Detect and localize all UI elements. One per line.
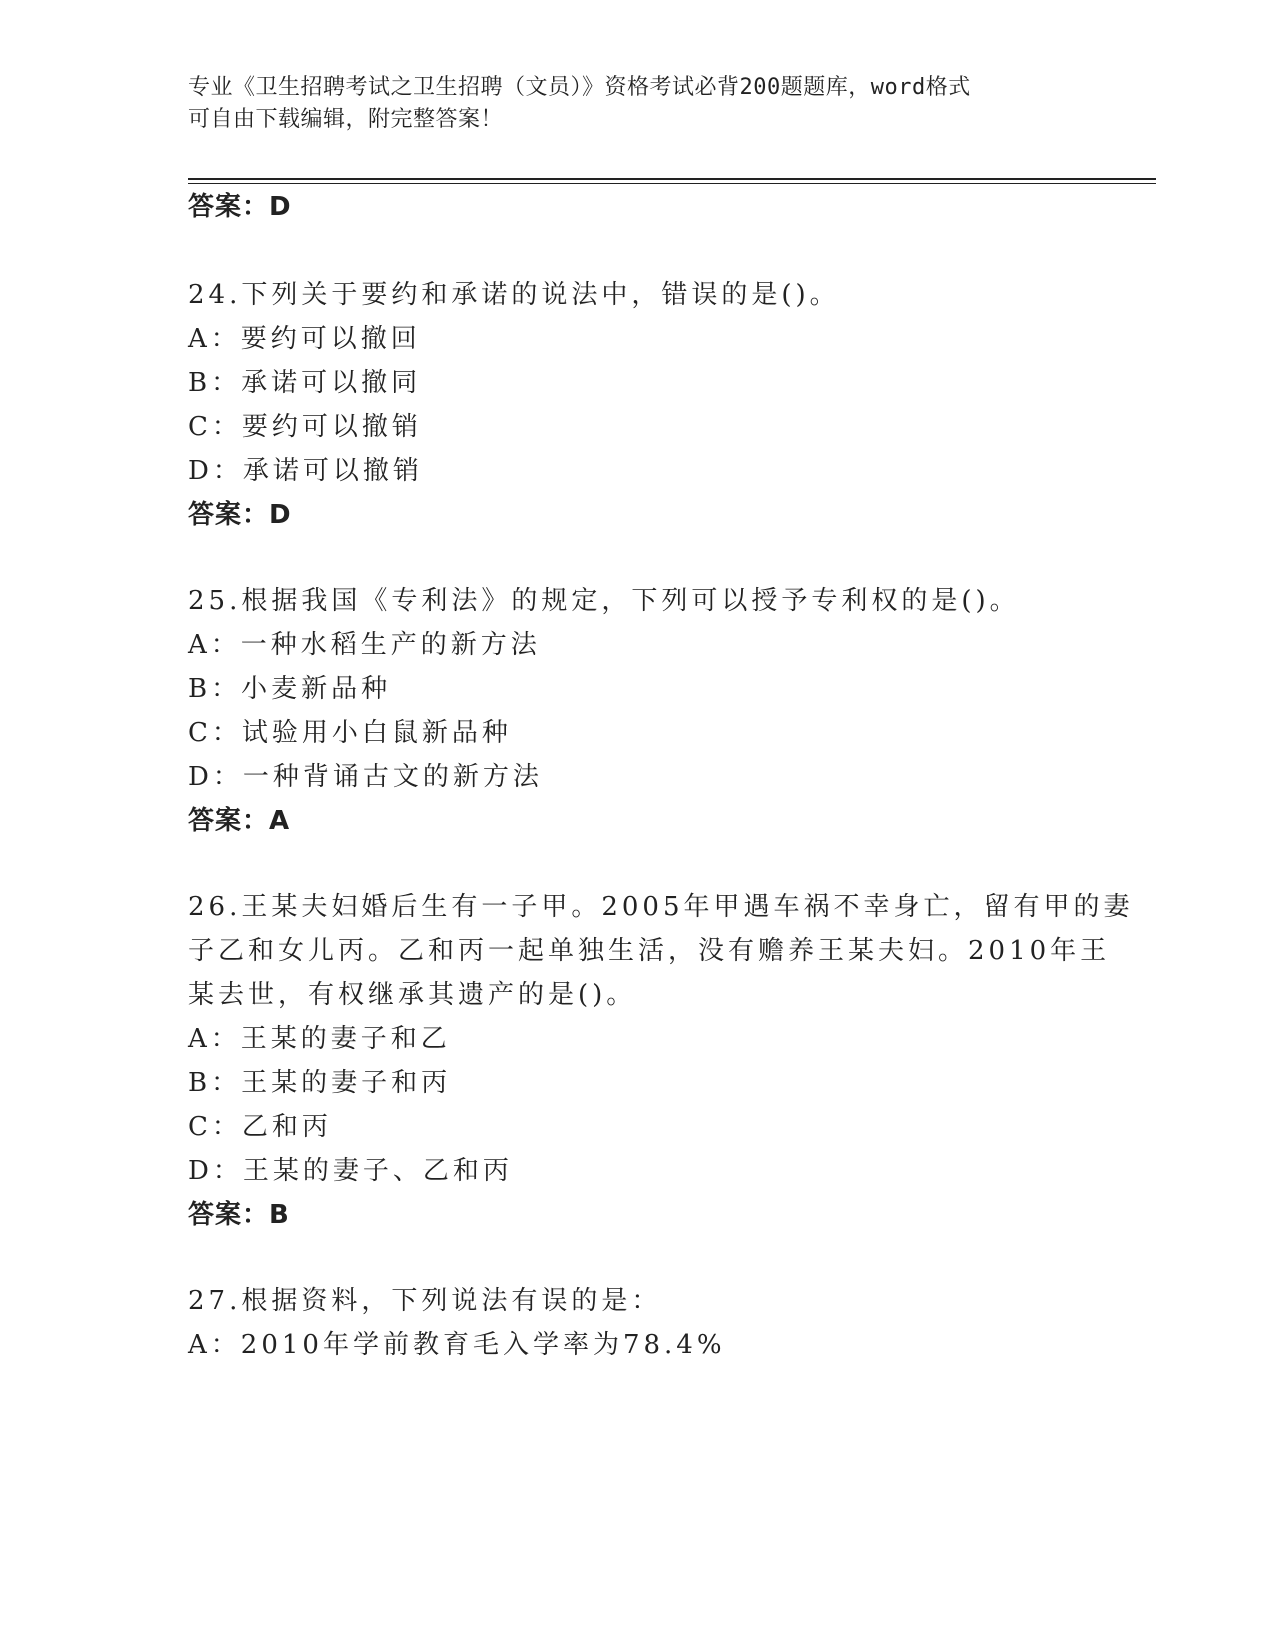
question-26-stem-line-1: 26.王某夫妇婚后生有一子甲。2005年甲遇车祸不幸身亡，留有甲的妻 [188,892,1134,922]
question-25-option-b: B：小麦新品种 [188,674,392,704]
question-24-stem: 24.下列关于要约和承诺的说法中，错误的是()。 [188,280,840,310]
question-25-stem: 25.根据我国《专利法》的规定，下列可以授予专利权的是()。 [188,586,1020,616]
question-26-option-d: D：王某的妻子、乙和丙 [188,1156,513,1186]
question-25-option-d: D：一种背诵古文的新方法 [188,762,543,792]
answer-q24: 答案：D [188,500,292,530]
header-rule-thin [188,183,1156,184]
answer-q23: 答案：D [188,192,292,222]
question-26-option-a: A：王某的妻子和乙 [188,1024,451,1054]
document-header [188,72,1088,136]
question-24-option-a: A：要约可以撤回 [188,324,421,354]
question-25-option-a: A：一种水稻生产的新方法 [188,630,541,660]
question-27-stem: 27.根据资料，下列说法有误的是： [188,1286,662,1316]
question-24-option-d: D：承诺可以撤销 [188,456,423,486]
question-27-option-a: A：2010年学前教育毛入学率为78.4% [188,1330,726,1360]
answer-q26: 答案：B [188,1200,290,1230]
question-24-option-b: B：承诺可以撤同 [188,368,422,398]
question-26-stem-line-3: 某去世，有权继承其遗产的是()。 [188,980,637,1010]
answer-q25: 答案：A [188,806,291,836]
question-26-option-b: B：王某的妻子和丙 [188,1068,452,1098]
header-rule-thick [188,178,1156,180]
question-24-option-c: C：要约可以撤销 [188,412,422,442]
question-25-option-c: C：试验用小白鼠新品种 [188,718,512,748]
question-26-stem-line-2: 子乙和女儿丙。乙和丙一起单独生活，没有赡养王某夫妇。2010年王 [188,936,1111,966]
question-26-option-c: C：乙和丙 [188,1112,332,1142]
header-title-line-2: 可自由下载编辑，附完整答案！ [188,107,504,132]
header-title-line-1: 专业《卫生招聘考试之卫生招聘（文员）》资格考试必背200题题库，word格式 [188,75,971,100]
